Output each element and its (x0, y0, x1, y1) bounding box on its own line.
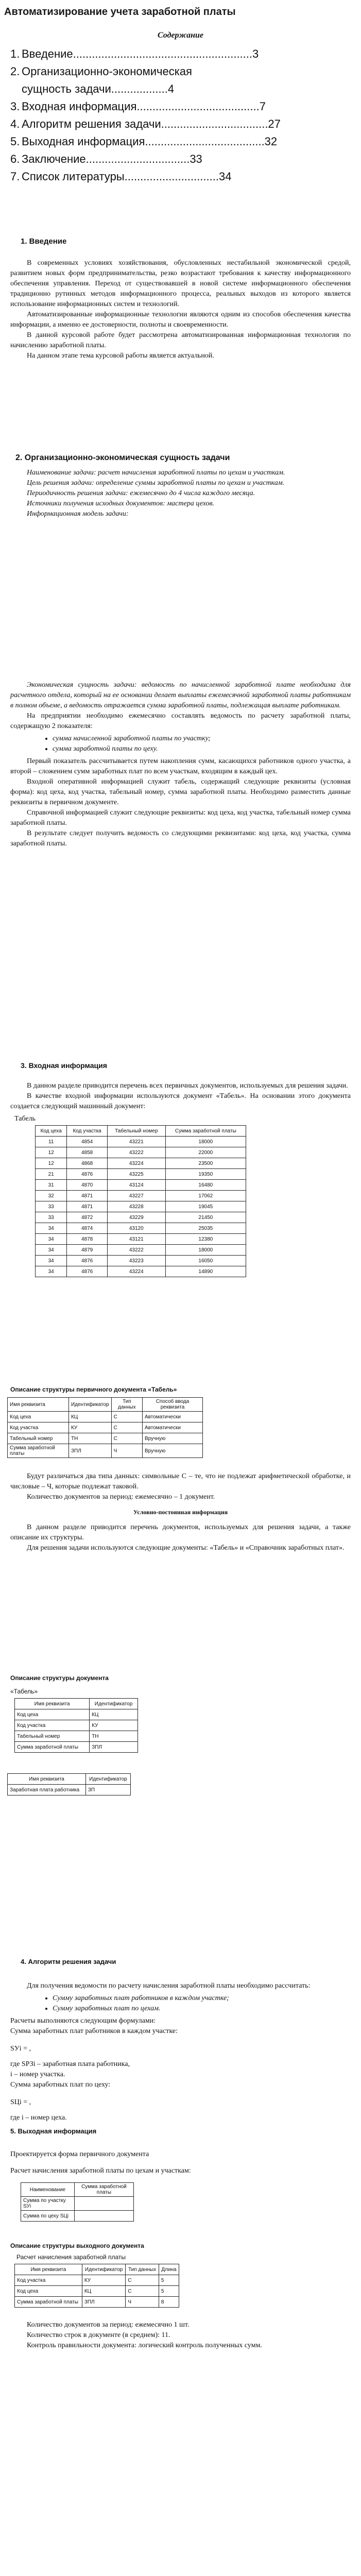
paragraph (10, 468, 351, 478)
paragraph: Для получения ведомости по расчету начисления заработной платы необходимо рассчитать: (27, 1982, 311, 1990)
table-row (36, 1137, 246, 1147)
table-cell: Заработная плата работника (8, 1785, 86, 1795)
paragraph: где SРЗi – заработная плата работника, (10, 2060, 130, 2068)
list-item: • Сумму заработных плат работников в каждом участке; (53, 1993, 351, 2004)
toc-number: 1. (10, 47, 20, 60)
paragraph: Сумма заработных плат работников в каждом участке: (10, 2027, 178, 2035)
table-row (21, 2197, 134, 2211)
table-cell: 22000 (165, 1147, 246, 1158)
table-cell: 11 (36, 1137, 67, 1147)
paragraph: Сумма заработных плат по цеху: (10, 2081, 111, 2089)
table-cell: Код участка (15, 1720, 90, 1731)
section-heading: 5. Выходная информация (10, 2127, 97, 2135)
table-row (36, 1169, 246, 1180)
table-cell: 4871 (67, 1201, 108, 1212)
table-cell: 4870 (67, 1180, 108, 1191)
table-cell: 4876 (67, 1266, 108, 1277)
table-header-row (8, 1774, 131, 1785)
table-cell: ЗПЛ (90, 1742, 138, 1753)
table-body (8, 1785, 131, 1795)
table-cell: ЗП (85, 1785, 130, 1795)
page-title: Автоматизирование учета заработной платы (4, 6, 236, 18)
table-header-row (8, 1398, 203, 1412)
table-cell: С (111, 1412, 142, 1422)
table-cell: ТН (90, 1731, 138, 1742)
table-cell: Ч (126, 2297, 159, 2308)
column-header: Имя реквизита (8, 1774, 86, 1785)
toc-text: Введение.........................................................3 (22, 47, 259, 60)
table-row (15, 1709, 138, 1720)
table-cell: 43221 (107, 1137, 165, 1147)
subsection-heading: Условно-постоянная информация (133, 1509, 228, 1516)
formula: SУi = , (10, 2045, 31, 2053)
table-cell: 8 (159, 2297, 179, 2308)
label: Наименование задачи: (27, 469, 96, 477)
table-cell: Вручную (143, 1433, 203, 1444)
table-cell: Код цеха (15, 2286, 82, 2297)
table-cell: 4872 (67, 1212, 108, 1223)
table-cell: КУ (90, 1720, 138, 1731)
table-cell: 32 (36, 1191, 67, 1201)
table-header-row (15, 2264, 179, 2275)
table-body (15, 2275, 179, 2308)
paragraph: На данном этапе тема курсовой работы является актуальной. (27, 352, 214, 360)
column-header: Код цеха (36, 1126, 67, 1137)
column-header: Имя реквизита (8, 1398, 69, 1412)
table-row (8, 1412, 203, 1422)
section-essence (0, 453, 361, 519)
table-cell: 5 (159, 2275, 179, 2286)
table-cell: 4878 (67, 1234, 108, 1245)
column-header: Идентификатор (68, 1398, 111, 1412)
paragraph: В данном разделе приводится перечень всех первичных документов, используемых для решения задачи. (27, 1082, 348, 1090)
structure-table-2 (14, 1698, 138, 1753)
column-header: Имя реквизита (15, 2264, 82, 2275)
toc-text: Алгоритм решения задачи..................................27 (22, 117, 281, 130)
table-cell: 33 (36, 1212, 67, 1223)
label: Периодичность решения задачи: (27, 489, 128, 497)
table-cell: 43224 (107, 1266, 165, 1277)
table-cell: 43229 (107, 1212, 165, 1223)
table-cell: Ч (111, 1444, 142, 1458)
bullet-list (32, 734, 351, 754)
table-cell: 12 (36, 1147, 67, 1158)
paragraph: Для решения задачи используются следующие документы: «Табель» и «Справочник заработных плат». (27, 1544, 345, 1552)
toc-number: 2. (10, 65, 20, 78)
table-cell: С (111, 1433, 142, 1444)
value: расчет начисления заработной платы по цехам и участкам. (98, 469, 285, 477)
table-cell: 21450 (165, 1212, 246, 1223)
table-cell: 43224 (107, 1158, 165, 1169)
column-header: Тип данных (111, 1398, 142, 1412)
paragraph (10, 488, 351, 499)
table-cell (74, 2197, 133, 2211)
table-row (36, 1256, 246, 1266)
table-body (8, 1412, 203, 1458)
table-cell: 43228 (107, 1201, 165, 1212)
output-structure-table (14, 2264, 179, 2308)
table-cell: 4871 (67, 1191, 108, 1201)
paragraph: В результате следует получить ведомость со следующими реквизитами: код цеха, код участка, сумма заработной платы. (10, 829, 351, 848)
table-cell (74, 2211, 133, 2222)
table-row (36, 1266, 246, 1277)
section-algorithm (0, 1958, 361, 2351)
table-cell: Сумма заработной платы (8, 1444, 69, 1458)
toc-item[interactable] (10, 115, 361, 133)
paragraph: Расчет начисления заработной платы по цехам и участкам: (10, 2167, 191, 2175)
toc-number: 7. (10, 170, 20, 183)
table-row (15, 1742, 138, 1753)
table-cell: 4868 (67, 1158, 108, 1169)
table-cell: ЗПЛ (82, 2297, 125, 2308)
table-caption: Табель (14, 1115, 36, 1123)
paragraph: В данном разделе приводится перечень документов, используемых для решения задачи, а также описание их структуры. (10, 1523, 351, 1541)
table-cell: 43120 (107, 1223, 165, 1234)
section-input (0, 1061, 361, 1277)
subsection-heading: Описание структуры выходного документа (10, 2242, 144, 2249)
table-cell: 21 (36, 1169, 67, 1180)
toc-item[interactable] (10, 168, 361, 185)
table-row (36, 1245, 246, 1256)
paragraph: Расчеты выполняются следующим формулами: (10, 2017, 156, 2025)
toc-number: 6. (10, 152, 20, 165)
list-item: • Сумму заработных плат по цехам. (53, 2004, 351, 2014)
paragraph (10, 478, 351, 488)
table-caption: «Табель» (10, 1688, 38, 1695)
table-row (15, 2275, 179, 2286)
table-cell: 43223 (107, 1256, 165, 1266)
table-cell: 31 (36, 1180, 67, 1191)
table-cell: 12 (36, 1158, 67, 1169)
paragraph: Количество документов за период: ежемесячно 1 шт. (27, 2321, 190, 2329)
table-cell: Табельный номер (15, 1731, 90, 1742)
table-cell: КУ (68, 1422, 111, 1433)
table-cell: 4876 (67, 1256, 108, 1266)
column-header: Наименование (21, 2183, 75, 2197)
table-row (36, 1234, 246, 1245)
table-cell: 43222 (107, 1147, 165, 1158)
table-cell: 43124 (107, 1180, 165, 1191)
column-header: Сумма заработной платы (165, 1126, 246, 1137)
formula: SЦi = , (10, 2098, 31, 2106)
paragraph: Справочной информацией служит следующие реквизиты: код цеха, код участка, табельный номер сумма заработной платы. (10, 809, 351, 827)
paragraph: i – номер участка. (10, 2071, 65, 2078)
structure-table-3 (7, 1773, 131, 1795)
table-cell: 16480 (165, 1180, 246, 1191)
paragraph: В качестве входной информации используются документ «Табель». На основании этого документа создается следующий машинный документ: (10, 1092, 351, 1110)
timesheet-table (35, 1125, 246, 1277)
table-row (36, 1191, 246, 1201)
toc-item[interactable] (10, 98, 361, 115)
section-heading: 1. Введение (21, 237, 67, 246)
table-body (36, 1137, 246, 1277)
paragraph: где i – номер цеха. (10, 2114, 67, 2122)
table-cell: Сумма заработной платы (15, 1742, 90, 1753)
value: определение суммы заработной платы по цехам и участкам. (96, 479, 285, 487)
section-input-structure (0, 1386, 361, 1553)
column-header: Код участка (67, 1126, 108, 1137)
table-cell: 34 (36, 1223, 67, 1234)
table-cell: 4858 (67, 1147, 108, 1158)
table-cell: 43225 (107, 1169, 165, 1180)
table-body (15, 1709, 138, 1753)
paragraph: Информационная модель задачи: (27, 510, 129, 518)
contents-heading: Содержание (157, 31, 204, 40)
table-cell: 34 (36, 1245, 67, 1256)
paragraph: На предприятии необходимо ежемесячно составлять ведомость по расчету заработной платы, содержащую 2 показателя: (10, 712, 351, 730)
table-cell: 4854 (67, 1137, 108, 1147)
table-cell: 34 (36, 1234, 67, 1245)
table-cell: 25035 (165, 1223, 246, 1234)
paragraph: Контроль правильности документа: логический контроль полученных сумм. (27, 2342, 262, 2349)
table-cell: 43222 (107, 1245, 165, 1256)
table-cell: С (126, 2275, 159, 2286)
table-cell: Сумма заработной платы (15, 2297, 82, 2308)
table-row (36, 1158, 246, 1169)
toc-number: 3. (10, 100, 20, 113)
section-heading: 3. Входная информация (21, 1061, 107, 1070)
table-cell: 43227 (107, 1191, 165, 1201)
section-heading: 4. Алгоритм решения задачи (21, 1958, 116, 1965)
table-row (15, 1731, 138, 1742)
table-cell: 16050 (165, 1256, 246, 1266)
table-cell: 18000 (165, 1137, 246, 1147)
table-body (21, 2197, 134, 2222)
table-cell: ТН (68, 1433, 111, 1444)
table-cell: Код участка (8, 1422, 69, 1433)
table-row (15, 1720, 138, 1731)
label: Цель решения задачи: (27, 479, 94, 487)
toc-text: Входная информация.......................................7 (22, 100, 266, 113)
table-cell: Табельный номер (8, 1433, 69, 1444)
table-row (36, 1201, 246, 1212)
column-header: Способ ввода реквизита (143, 1398, 203, 1412)
paragraph: Входной оперативной информацией служит табель, содержащий следующие реквизиты (условная форма): код цеха, код участка, табельный номер, сумма заработной платы. Необходимо разместить данные реквизиты в первичном документе. (10, 778, 351, 806)
table-row (8, 1444, 203, 1458)
table-cell: 19045 (165, 1201, 246, 1212)
toc-text: Выходная информация......................................32 (22, 135, 278, 148)
table-cell: Вручную (143, 1444, 203, 1458)
table-cell: С (111, 1422, 142, 1433)
paragraph: Количество документов за период: ежемесячно – 1 документ. (27, 1493, 215, 1501)
column-header: Идентификатор (85, 1774, 130, 1785)
toc-text: Список литературы..............................34 (22, 170, 232, 183)
table-cell: 17062 (165, 1191, 246, 1201)
table-cell: 33 (36, 1201, 67, 1212)
value: ежемесячно до 4 числа каждого месяца. (130, 489, 255, 497)
toc-item[interactable] (10, 45, 361, 63)
paragraph: Проектируется форма первичного документа (10, 2150, 149, 2158)
table-cell: Сумма по участку SУi (21, 2197, 75, 2211)
paragraph: В современных условиях хозяйствования, обусловленных нестабильной экономической средой, развитием новых форм предпринимательства, резко возрастают требования к качеству информационного обеспечения управления. Переход от существовавшей в новой системе информационного обеспечения традиционно рутинных методов информационного процесса, реальных выходов из которого является использование информационных систем и технологий. (10, 259, 351, 308)
column-header: Длина (159, 2264, 179, 2275)
table-cell: Код цеха (15, 1709, 90, 1720)
table-cell: 18000 (165, 1245, 246, 1256)
column-header: Тип данных (126, 2264, 159, 2275)
section-introduction (0, 237, 361, 361)
table-header-row (21, 2183, 134, 2197)
table-cell: 23500 (165, 1158, 246, 1169)
table-cell: 43121 (107, 1234, 165, 1245)
table-cell: КЦ (82, 2286, 125, 2297)
toc-number: 4. (10, 117, 20, 130)
table-row (36, 1180, 246, 1191)
section-heading: 2. Организационно-экономическая сущность задачи (15, 453, 230, 462)
column-header: Идентификатор (90, 1699, 138, 1709)
section-essence-body (0, 680, 361, 849)
table-cell: Код участка (15, 2275, 82, 2286)
table-row (36, 1223, 246, 1234)
paragraph: Будут различаться два типа данных: символьные С – те, что не подлежат арифметической обработке, и числовые – Ч, которые подлежат таковой. (10, 1472, 351, 1490)
table-cell: 4874 (67, 1223, 108, 1234)
table-row (21, 2211, 134, 2222)
table-cell: Автоматически (143, 1422, 203, 1433)
section-input-structure-2 (0, 1674, 361, 1795)
table-row (8, 1433, 203, 1444)
table-cell: КУ (82, 2275, 125, 2286)
table-cell: Сумма по цеху SЦi (21, 2211, 75, 2222)
toc-item[interactable] (10, 150, 361, 168)
table-row (8, 1422, 203, 1433)
column-header: Имя реквизита (15, 1699, 90, 1709)
column-header: Идентификатор (82, 2264, 125, 2275)
table-caption: Расчет начисления заработной платы (16, 2253, 126, 2261)
column-header: Табельный номер (107, 1126, 165, 1137)
subsection-heading: Описание структуры первичного документа «Табель» (10, 1386, 177, 1393)
column-header: Сумма заработной платы (74, 2183, 133, 2197)
paragraph: В данной курсовой работе будет рассмотрена автоматизированная информационная технология по начислению заработной платы. (10, 331, 351, 349)
structure-table (7, 1397, 203, 1458)
table-header-row (15, 1699, 138, 1709)
table-cell: КЦ (68, 1412, 111, 1422)
table-cell: ЗПЛ (68, 1444, 111, 1458)
table-cell: 34 (36, 1256, 67, 1266)
toc-text: Организационно-экономическая сущность задачи..................4 (22, 65, 192, 95)
bullet-list (32, 1993, 351, 2014)
paragraph: Экономическая сущность задачи: ведомость по начисленной заработной плате необходима для расчетного отдела, который на ее основании делает выплаты ежемесячной заработной платы работникам в полном объеме, а ведомость отражается сумма заработной платы, подлежащая выплате работникам. (10, 681, 351, 709)
table-cell: 12380 (165, 1234, 246, 1245)
output-form-table (21, 2182, 134, 2222)
table-row (36, 1147, 246, 1158)
table-row (8, 1785, 131, 1795)
table-of-contents (10, 45, 361, 185)
table-row (36, 1212, 246, 1223)
list-item: • сумма начисленной заработной платы по участку; (53, 734, 351, 744)
toc-text: Заключение.................................33 (22, 152, 202, 165)
toc-item[interactable] (10, 133, 361, 150)
table-cell: 4879 (67, 1245, 108, 1256)
table-row (15, 2297, 179, 2308)
table-cell: Код цеха (8, 1412, 69, 1422)
paragraph: Автоматизированные информационные технологии являются одним из способов обеспечения качества информации, а именно ее достоверности, полноты и своевременности. (10, 311, 351, 329)
table-cell: 4876 (67, 1169, 108, 1180)
table-cell: 5 (159, 2286, 179, 2297)
subsection-heading: Описание структуры документа (10, 1674, 109, 1682)
table-cell: 34 (36, 1266, 67, 1277)
table-cell: КЦ (90, 1709, 138, 1720)
toc-number: 5. (10, 135, 20, 148)
table-cell: С (126, 2286, 159, 2297)
table-header-row (36, 1126, 246, 1137)
table-cell: 14890 (165, 1266, 246, 1277)
paragraph: Количество строк в документе (в среднем): 11. (27, 2331, 170, 2339)
table-row (15, 2286, 179, 2297)
paragraph: Источники получения исходных документов: мастера цехов. (27, 500, 215, 507)
paragraph: Первый показатель рассчитывается путем накопления сумм, касающихся работников одного участка, а второй – сложением сумм заработных плат по всем участкам, входящим в каждый цех. (10, 757, 351, 775)
table-cell: 19350 (165, 1169, 246, 1180)
table-cell: Автоматически (143, 1412, 203, 1422)
list-item: • сумма заработной платы по цеху. (53, 744, 351, 754)
toc-item[interactable] (10, 63, 361, 98)
